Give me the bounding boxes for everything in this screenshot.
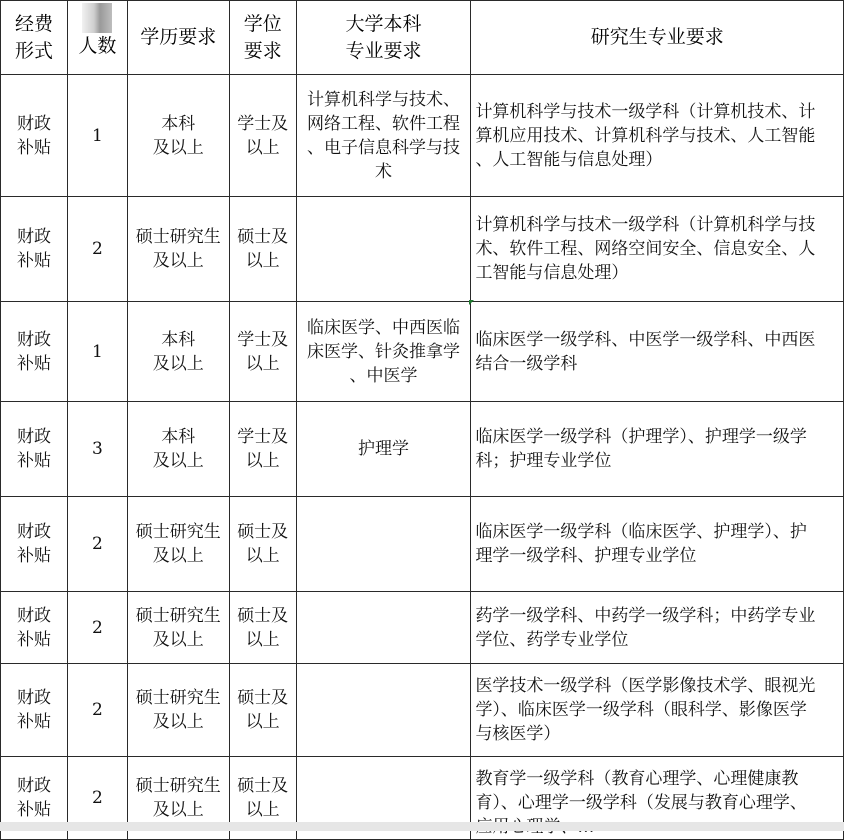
cell-grad-major: 教育学一级学科（教育心理学、心理健康教 育）、心理学一级学科（发展与教育心理学、 [471,757,844,840]
cell-degree: 硕士及 以上 [229,497,296,592]
cell-education: 硕士研究生 及以上 [127,497,229,592]
cell-comment-marker [469,300,474,305]
cell-degree: 学士及 以上 [229,302,296,402]
cell-degree: 硕士及 以上 [229,757,296,840]
table-row [1,664,844,757]
header-count [67,1,127,75]
cell-fund-type: 财政 补贴 [1,757,68,840]
cell-count: 2 [67,497,127,592]
cell-fund-type: 财政 补贴 [1,402,68,497]
header-education: 学历要求 [127,1,229,75]
table-row [1,592,844,664]
cell-grad-major: 临床医学一级学科（护理学）、护理学一级学 科；护理专业学位 [471,402,844,497]
cell-count: 1 [67,302,127,402]
table-row [1,75,844,197]
cell-education: 硕士研究生 及以上 [127,592,229,664]
cell-fund-type: 财政 补贴 [1,592,68,664]
table-row [1,302,844,402]
cell-grad-major: 临床医学一级学科、中医学一级学科、中西医 结合一级学科 [471,302,844,402]
cell-count: 1 [67,75,127,197]
cell-education: 硕士研究生 及以上 [127,197,229,302]
cell-undergrad-major: 护理学 [296,402,471,497]
table-row [1,402,844,497]
cell-grad-major: 药学一级学科、中药学一级学科；中药学专业 学位、药学专业学位 [471,592,844,664]
header-fund-type: 经费 形式 [1,1,68,75]
cell-fund-type: 财政 补贴 [1,497,68,592]
cell-grad-major: 计算机科学与技术一级学科（计算机科学与技 术、软件工程、网络空间安全、信息安全、人 工智能与信息处理） [471,197,844,302]
cell-grad-major: 医学技术一级学科（医学影像技术学、眼视光 学）、临床医学一级学科（眼科学、影像医学 与核医学） [471,664,844,757]
redacted-blur [68,1,127,33]
table-row [1,497,844,592]
scroll-edge [0,822,844,831]
cell-degree: 硕士及 以上 [229,592,296,664]
cell-education: 本科 及以上 [127,75,229,197]
cell-undergrad-major [296,592,471,664]
cell-fund-type: 财政 补贴 [1,664,68,757]
table-row [1,197,844,302]
cell-education: 硕士研究生 及以上 [127,664,229,757]
cell-count: 2 [67,664,127,757]
cell-degree: 硕士及 以上 [229,664,296,757]
cell-education: 本科 及以上 [127,402,229,497]
header-degree: 学位 要求 [229,1,296,75]
cell-undergrad-major: 临床医学、中西医临 床医学、针灸推拿学 、中医学 [296,302,471,402]
cell-undergrad-major: 计算机科学与技术、 网络工程、软件工程 、电子信息科学与技 术 [296,75,471,197]
header-grad-major: 研究生专业要求 [471,1,844,75]
cell-degree: 学士及 以上 [229,402,296,497]
cell-count: 2 [67,592,127,664]
cell-count: 2 [67,197,127,302]
cell-grad-major: 计算机科学与技术一级学科（计算机技术、计 算机应用技术、计算机科学与技术、人工智能 、人工智能与信息处理） [471,75,844,197]
cell-undergrad-major [296,664,471,757]
cell-education: 本科 及以上 [127,302,229,402]
header-count-label: 人数 [78,35,117,57]
cell-count: 2 [67,757,127,840]
cell-count: 3 [67,402,127,497]
header-row [1,1,844,75]
header-undergrad-major: 大学本科 专业要求 [296,1,471,75]
cell-degree: 学士及 以上 [229,75,296,197]
cell-undergrad-major [296,197,471,302]
cell-degree: 硕士及 以上 [229,197,296,302]
cell-education: 硕士研究生 及以上 [127,757,229,840]
cell-fund-type: 财政 补贴 [1,197,68,302]
cell-fund-type: 财政 补贴 [1,75,68,197]
cell-fund-type: 财政 补贴 [1,302,68,402]
cell-undergrad-major [296,497,471,592]
cell-grad-major: 临床医学一级学科（临床医学、护理学）、护 理学一级学科、护理专业学位 [471,497,844,592]
